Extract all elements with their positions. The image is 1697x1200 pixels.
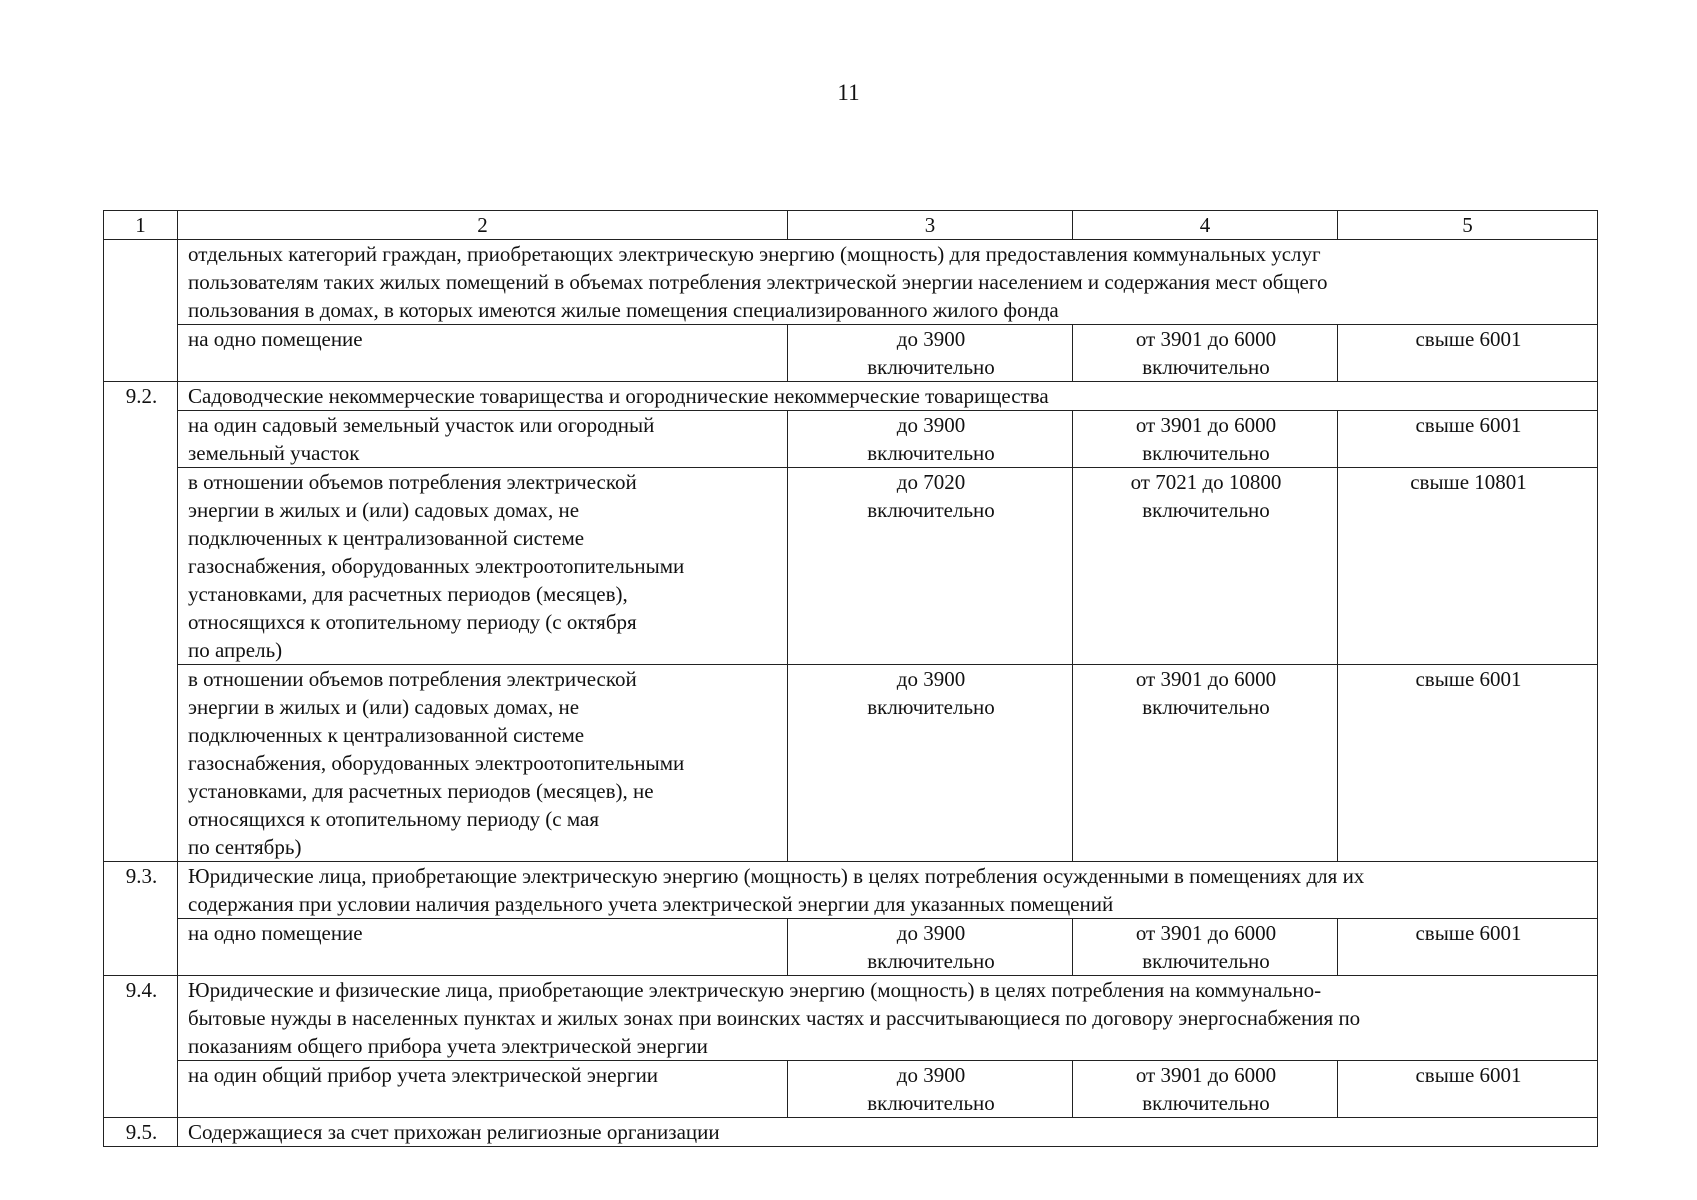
value-cell-col4: от 7021 до 10800 включительно	[1073, 468, 1338, 665]
value-cell-col5: свыше 6001	[1338, 411, 1598, 468]
section-title-row	[104, 240, 1598, 325]
section-number-cell	[104, 240, 178, 382]
value-cell-col4: от 3901 до 6000 включительно	[1073, 919, 1338, 976]
text-line: пользования в домах, в которых имеются жилые помещения специализированного жилого фонда	[188, 298, 1059, 322]
text-line: пользователям таких жилых помещений в объемах потребления электрической энергии населением и содержания мест общего	[188, 270, 1328, 294]
row-label: в отношении объемов потребления электрической энергии в жилых и (или) садовых домах, не подключенных к централизованной системе газоснабжения, оборудованных электроотопительными установками, для расчетных периодов (месяцев), не относящихся к отопительному периоду (с мая по сентябрь)	[178, 665, 788, 862]
value-cell-col5: свыше 6001	[1338, 665, 1598, 862]
table-header-row	[104, 211, 1598, 240]
value-cell-col5: свыше 6001	[1338, 919, 1598, 976]
column-number: 1	[104, 211, 178, 240]
table-row	[104, 411, 1598, 468]
value-cell-col3: до 3900 включительно	[788, 1061, 1073, 1118]
value-cell-col5: свыше 6001	[1338, 1061, 1598, 1118]
section-number: 9.5.	[104, 1118, 178, 1147]
table-row	[104, 325, 1598, 382]
section-title-row	[104, 976, 1598, 1061]
section-number: 9.4.	[104, 976, 178, 1118]
value-cell-col3: до 3900 включительно	[788, 919, 1073, 976]
table-row	[104, 665, 1598, 862]
value-cell-col3: до 3900 включительно	[788, 411, 1073, 468]
table-row	[104, 468, 1598, 665]
section-number: 9.2.	[104, 382, 178, 862]
value-cell-col4: от 3901 до 6000 включительно	[1073, 325, 1338, 382]
page-number: 11	[837, 80, 860, 105]
section-title: Содержащиеся за счет прихожан религиозные организации	[178, 1118, 1598, 1147]
value-cell-col4: от 3901 до 6000 включительно	[1073, 665, 1338, 862]
section-title-row	[104, 862, 1598, 919]
section-title	[178, 240, 1598, 325]
row-label: на один общий прибор учета электрической энергии	[178, 1061, 788, 1118]
row-label: на одно помещение	[178, 919, 788, 976]
value-cell-col5: свыше 10801	[1338, 468, 1598, 665]
column-number: 5	[1338, 211, 1598, 240]
value-cell-col4: от 3901 до 6000 включительно	[1073, 411, 1338, 468]
row-label: на одно помещение	[178, 325, 788, 382]
table-row	[104, 919, 1598, 976]
section-title: Юридические лица, приобретающие электрическую энергию (мощность) в целях потребления осужденными в помещениях для их содержания при условии наличия раздельного учета электрической энергии для указанных помещений	[178, 862, 1598, 919]
section-title-row	[104, 1118, 1598, 1147]
row-label: в отношении объемов потребления электрической энергии в жилых и (или) садовых домах, не подключенных к централизованной системе газоснабжения, оборудованных электроотопительными установками, для расчетных периодов (месяцев), относящихся к отопительному периоду (с октября по апрель)	[178, 468, 788, 665]
table-row	[104, 1061, 1598, 1118]
value-cell-col4: от 3901 до 6000 включительно	[1073, 1061, 1338, 1118]
tariff-table	[103, 210, 1598, 1147]
row-label: на один садовый земельный участок или огородный земельный участок	[178, 411, 788, 468]
text-line: отдельных категорий граждан, приобретающих электрическую энергию (мощность) для предоставления коммунальных услуг	[188, 242, 1321, 266]
section-title: Юридические и физические лица, приобретающие электрическую энергию (мощность) в целях потребления на коммунально- бытовые нужды в населенных пунктах и жилых зонах при воинских частях и рассчитывающиеся по договору энергоснабжения по показаниям общего прибора учета электрической энергии	[178, 976, 1598, 1061]
section-title-row	[104, 382, 1598, 411]
column-number: 4	[1073, 211, 1338, 240]
column-number: 3	[788, 211, 1073, 240]
section-number: 9.3.	[104, 862, 178, 976]
value-cell-col3: до 7020 включительно	[788, 468, 1073, 665]
value-cell-col5: свыше 6001	[1338, 325, 1598, 382]
column-number: 2	[178, 211, 788, 240]
section-title: Садоводческие некоммерческие товарищества и огороднические некоммерческие товарищества	[178, 382, 1598, 411]
value-cell-col3: до 3900 включительно	[788, 665, 1073, 862]
value-cell-col3: до 3900 включительно	[788, 325, 1073, 382]
